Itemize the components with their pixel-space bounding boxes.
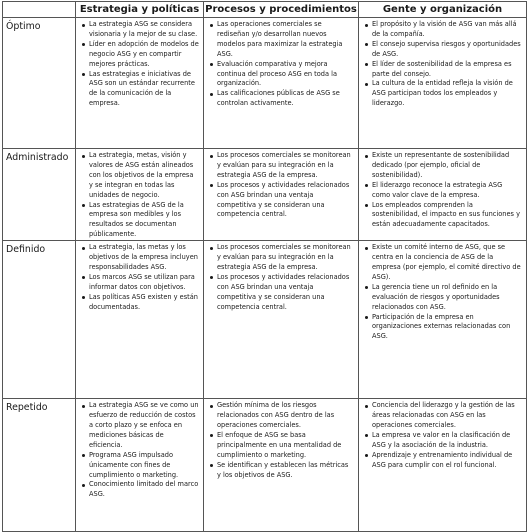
list-item: Las operaciones comerciales se rediseñan y/o desarrollan nuevos modelos para maximizar la estrategia ASG.	[210, 20, 354, 60]
list-item: La estrategia, metas, visión y valores de ASG están alineados con los objetivos de la empresa y se integran en todas las unidades de negocio.	[82, 151, 199, 201]
list-item: Evaluación comparativa y mejora continua del proceso ASG en toda la organización.	[210, 60, 354, 90]
people-cell	[359, 149, 527, 241]
list-item: La gerencia tiene un rol definido en la evaluación de riesgos y oportunidades relacionados con ASG.	[365, 283, 522, 313]
list-item: Existe un comité interno de ASG, que se centra en la conciencia de ASG de la empresa (por ejemplo, el comité directivo de ASG).	[365, 243, 522, 283]
list-item: Aprendizaje y entrenamiento individual de ASG para cumplir con el rol funcional.	[365, 451, 522, 471]
list-item: Los procesos y actividades relacionados con ASG brindan una ventaja competitiva y se consideran una competencia central.	[210, 273, 354, 313]
list-item: La estrategia ASG se considera visionaria y la mejor de su clase.	[82, 20, 199, 40]
list-item: El enfoque de ASG se basa principalmente en una mentalidad de cumplimiento o marketing.	[210, 431, 354, 461]
list-item: La estrategia ASG se ve como un esfuerzo de reducción de costos a corto plazo y se enfoca en mediciones básicas de eficiencia.	[82, 401, 199, 451]
strategy-cell	[76, 399, 204, 532]
list-item: Participación de la empresa en organizaciones externas relacionadas con ASG.	[365, 313, 522, 343]
bullet-list	[204, 399, 358, 480]
level-label: Repetido	[3, 399, 76, 532]
list-item: Programa ASG impulsado únicamente con fines de cumplimiento o marketing.	[82, 451, 199, 481]
people-cell	[359, 399, 527, 532]
list-item: Los procesos comerciales se monitorean y evalúan para su integración en la estrategia ASG de la empresa.	[210, 151, 354, 181]
list-item: Las calificaciones públicas de ASG se controlan activamente.	[210, 89, 354, 109]
people-cell	[359, 241, 527, 399]
list-item: Los procesos comerciales se monitorean y evalúan para su integración en la estrategia ASG de la empresa.	[210, 243, 354, 273]
bullet-list	[76, 149, 203, 240]
table-row	[3, 241, 527, 399]
list-item: La empresa ve valor en la clasificación de ASG y la asociación de la industria.	[365, 431, 522, 451]
list-item: La estrategia, las metas y los objetivos de la empresa incluyen responsabilidades ASG.	[82, 243, 199, 273]
people-cell	[359, 18, 527, 149]
list-item: Los empleados comprenden la sostenibilidad, el impacto en sus funciones y están adecuadamente capacitados.	[365, 201, 522, 231]
list-item: La cultura de la entidad refleja la visión de ASG participan todos los empleados y liderazgo.	[365, 79, 522, 109]
process-cell	[204, 18, 359, 149]
list-item: Conciencia del liderazgo y la gestión de las áreas relacionadas con ASG en las operaciones comerciales.	[365, 401, 522, 431]
list-item: El liderazgo reconoce la estrategia ASG como valor clave de la empresa.	[365, 181, 522, 201]
bullet-list	[359, 149, 526, 230]
list-item: Los marcos ASG se utilizan para informar datos con objetivos.	[82, 273, 199, 293]
table-row	[3, 18, 527, 149]
bullet-list	[76, 241, 203, 312]
list-item: Las estrategias de ASG de la empresa son medibles y los resultados se documentan públicamente.	[82, 201, 199, 241]
level-label: Óptimo	[3, 18, 76, 149]
bullet-list	[204, 18, 358, 109]
process-cell	[204, 399, 359, 532]
bullet-list	[76, 18, 203, 109]
bullet-list	[204, 241, 358, 312]
header-row	[3, 2, 527, 18]
bullet-list	[204, 149, 358, 220]
level-label: Definido	[3, 241, 76, 399]
list-item: Los procesos y actividades relacionados con ASG brindan una ventaja competitiva y se consideran una competencia central.	[210, 181, 354, 221]
list-item: Existe un representante de sostenibilidad dedicado (por ejemplo, oficial de sostenibilidad).	[365, 151, 522, 181]
table-row	[3, 399, 527, 532]
header-strategy-policies: Estrategia y políticas	[76, 2, 204, 18]
strategy-cell	[76, 241, 204, 399]
level-label: Administrado	[3, 149, 76, 241]
list-item: El líder de sostenibilidad de la empresa es parte del consejo.	[365, 60, 522, 80]
strategy-cell	[76, 18, 204, 149]
bullet-list	[76, 399, 203, 500]
list-item: El propósito y la visión de ASG van más allá de la compañía.	[365, 20, 522, 40]
maturity-matrix-table	[2, 1, 527, 532]
table-row	[3, 149, 527, 241]
bullet-list	[359, 241, 526, 342]
header-cell-empty	[3, 2, 76, 18]
process-cell	[204, 149, 359, 241]
process-cell	[204, 241, 359, 399]
header-processes-procedures: Procesos y procedimientos	[204, 2, 359, 18]
list-item: Gestión mínima de los riesgos relacionados con ASG dentro de las operaciones comerciales.	[210, 401, 354, 431]
list-item: Conocimiento limitado del marco ASG.	[82, 480, 199, 500]
bullet-list	[359, 399, 526, 470]
list-item: El consejo supervisa riesgos y oportunidades de ASG.	[365, 40, 522, 60]
list-item: Las estrategias e iniciativas de ASG son un estándar recurrente de la comunicación de la empresa.	[82, 70, 199, 110]
list-item: Se identifican y establecen las métricas y los objetivos de ASG.	[210, 461, 354, 481]
strategy-cell	[76, 149, 204, 241]
header-people-organization: Gente y organización	[359, 2, 527, 18]
list-item: Líder en adopción de modelos de negocio ASG y en compartir mejores prácticas.	[82, 40, 199, 70]
list-item: Las políticas ASG existen y están documentadas.	[82, 293, 199, 313]
bullet-list	[359, 18, 526, 109]
